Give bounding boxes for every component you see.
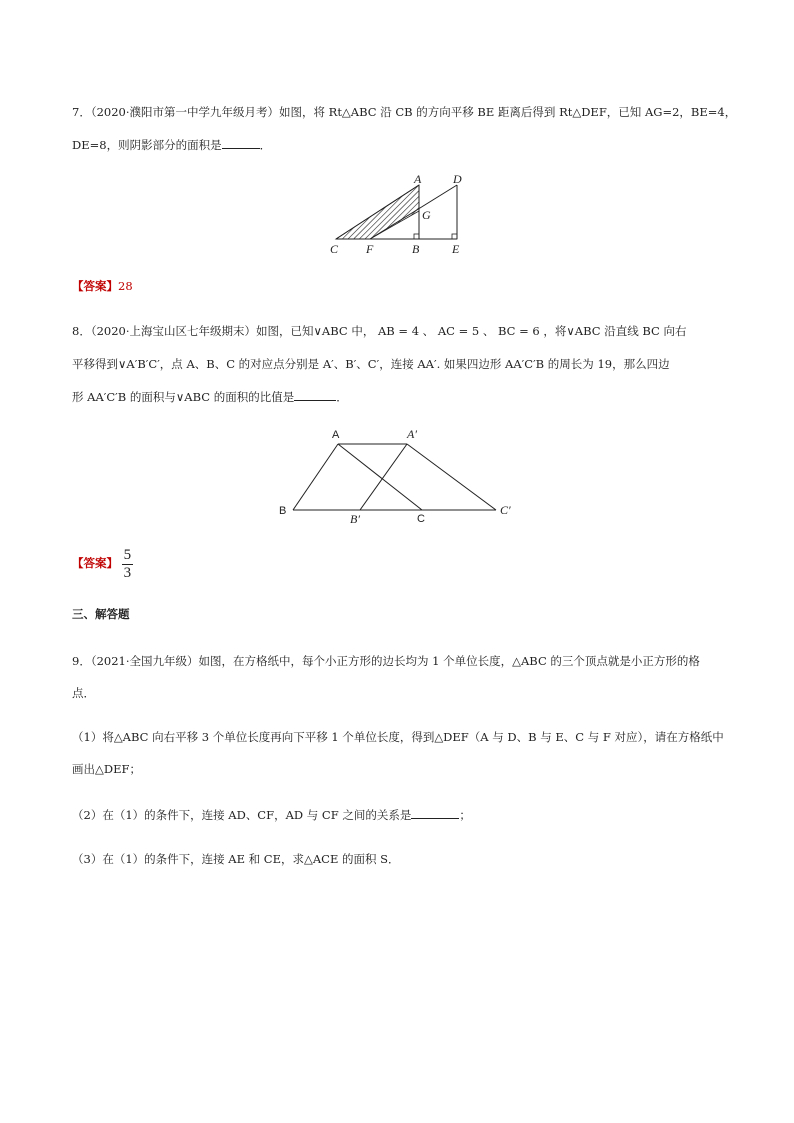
q7-answer-blank — [222, 136, 260, 149]
label-b: B — [412, 242, 420, 256]
label-d: D — [453, 172, 462, 186]
q7-line2 — [72, 136, 271, 153]
q8-text-2: 平移得到∨A′B′C′，点 A、B、C 的对应点分别是 A′、B′、C′，连接 AA′. 如果四边形 AA′C′B 的周长为 19，那么四边 — [72, 357, 670, 371]
q7-number: 7． — [72, 105, 91, 119]
q9-part1-text-2: 画出△DEF； — [72, 762, 141, 776]
segment-a2c2 — [407, 444, 496, 510]
q9-part2 — [72, 806, 471, 823]
segment-ab — [293, 444, 338, 510]
q7-answer-value: 28 — [118, 279, 133, 293]
section-heading: 三、解答题 — [72, 607, 130, 621]
q9-text-2: 点． — [72, 686, 95, 700]
q8-line3 — [72, 388, 348, 405]
q9-part2-text: （2）在（1）的条件下，连接 AD、CF，AD 与 CF 之间的关系是 — [72, 808, 412, 822]
label-e: E — [452, 242, 460, 256]
label-g: G — [422, 208, 431, 222]
label-a: A — [332, 429, 340, 441]
label-b-prime: B′ — [350, 512, 360, 526]
label-a-prime: A′ — [407, 427, 417, 441]
q8-answer-blank — [294, 388, 336, 401]
segment-ac — [338, 444, 422, 510]
q8-line1 — [72, 323, 687, 339]
fraction-denominator: 3 — [123, 564, 132, 581]
q9-part1-line1 — [72, 729, 724, 745]
q7-figure — [326, 170, 476, 260]
segment-a2b2 — [360, 444, 407, 510]
q8-source: （2020·上海宝山区七年级期末） — [90, 324, 256, 338]
fraction-numerator: 5 — [123, 546, 132, 563]
label-a: A — [414, 172, 422, 186]
q8-answer-fraction — [122, 547, 134, 582]
q9-line1 — [72, 653, 700, 669]
q9-text-1: 如图，在方格纸中，每个小正方形的边长均为 1 个单位长度，△ABC 的三个顶点就是小正方形的格 — [198, 654, 700, 668]
q9-part2-end: ； — [459, 808, 471, 822]
q9-source: （2021·全国九年级） — [90, 654, 199, 668]
label-b: B — [279, 505, 287, 517]
q8-answer — [72, 545, 133, 581]
q9-part3-text: （3）在（1）的条件下，连接 AE 和 CE，求△ACE 的面积 S． — [72, 852, 400, 866]
q7-source: （2020·濮阳市第一中学九年级月考） — [90, 105, 279, 119]
q7-line1 — [72, 104, 736, 120]
label-c: C — [417, 513, 425, 525]
q8-number: 8． — [72, 324, 91, 338]
q8-line2 — [72, 356, 670, 372]
right-angle-e — [452, 234, 457, 239]
q7-text-2: DE=8，则阴影部分的面积是 — [72, 138, 222, 152]
right-angle-b — [414, 234, 419, 239]
answer-tag: 【答案】 — [72, 556, 118, 570]
q9-answer-blank — [411, 806, 459, 819]
q9-part1-text: （1）将△ABC 向右平移 3 个单位长度再向下平移 1 个单位长度，得到△DEF（A 与 D、B 与 E、C 与 F 对应），请在方格纸中 — [72, 730, 724, 744]
label-f: F — [366, 242, 374, 256]
q8-text-1: 如图，已知∨ABC 中， AB = 4 、 AC = 5 、 BC = 6 ，将∨ABC 沿直线 BC 向右 — [256, 324, 687, 338]
q8-figure — [276, 422, 536, 532]
q8-text-3: 形 AA′C′B 的面积与∨ABC 的面积的比值是 — [72, 390, 295, 404]
label-c: C — [330, 242, 339, 256]
answer-tag: 【答案】 — [72, 279, 118, 293]
q7-text-1: 如图，将 Rt△ABC 沿 CB 的方向平移 BE 距离后得到 Rt△DEF，已知 AG=2，BE=4， — [279, 105, 737, 119]
q8-period: ． — [336, 390, 348, 404]
label-c-prime: C′ — [500, 503, 511, 517]
q9-part3 — [72, 851, 400, 867]
q7-period: ． — [259, 138, 272, 152]
q9-part1-line2 — [72, 761, 141, 777]
q9-line2 — [72, 685, 95, 701]
q7-answer — [72, 278, 133, 294]
q9-number: 9． — [72, 654, 91, 668]
